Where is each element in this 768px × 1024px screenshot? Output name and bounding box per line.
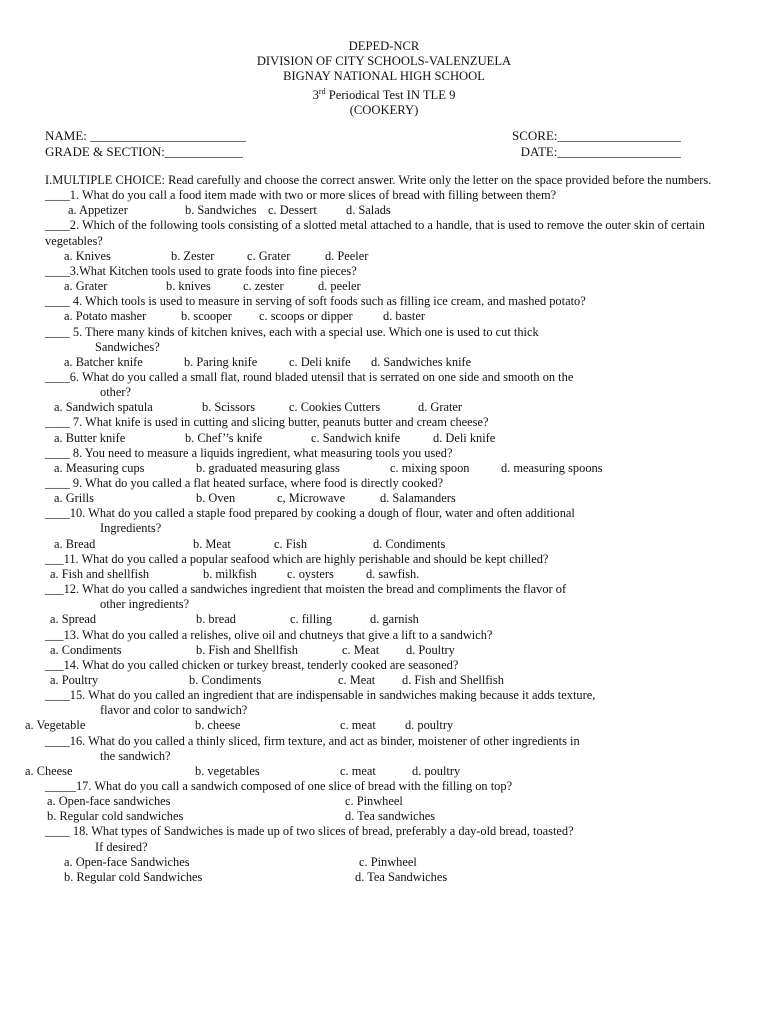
choice-1c: c. Dessert [268, 203, 317, 218]
choice-8a: a. Measuring cups [54, 460, 145, 475]
choice-17b: b. Regular cold sandwiches [47, 809, 184, 824]
choice-14b: b. Condiments [189, 672, 262, 687]
question-9: ____ 9. What do you called a flat heated surface, where food is directly cooked? [45, 476, 444, 490]
choices-18b [45, 870, 735, 885]
choice-3d: d. peeler [318, 279, 361, 294]
question-15: ____15. What do you called an ingredient that are indispensable in sandwiches making because it adds texture, [45, 688, 596, 703]
choices-11 [45, 567, 735, 582]
document-header [0, 39, 768, 118]
question-10-cont: Ingredients? [100, 521, 162, 536]
choices-8 [45, 461, 735, 476]
header-school: BIGNAY NATIONAL HIGH SCHOOL [283, 69, 485, 83]
choice-10c: c. Fish [274, 536, 308, 551]
instructions: I.MULTIPLE CHOICE: Read carefully and choose the correct answer. Write only the letter on the space provided before the numbers. [45, 173, 712, 187]
choice-3b: b. knives [166, 279, 211, 294]
question-14: ___14. What do you called chicken or turkey breast, tenderly cooked are seasoned? [45, 657, 459, 672]
choice-18b: b. Regular cold Sandwiches [64, 869, 203, 884]
choice-15b: b. cheese [195, 718, 241, 733]
question-18-cont: If desired? [95, 839, 148, 854]
choice-9a: a. Grills [54, 491, 94, 506]
grade-section-field[interactable]: GRADE & SECTION:____________ [45, 144, 243, 159]
choice-5d: d. Sandwiches knife [371, 354, 472, 369]
choice-1d: d. Salads [346, 203, 391, 218]
choice-8c: c. mixing spoon [390, 460, 470, 475]
choice-4d: d. baster [383, 309, 425, 324]
choices-12 [45, 612, 735, 627]
name-field[interactable]: NAME: ________________________ [45, 128, 247, 143]
question-6: ____6. What do you called a small flat, round bladed utensil that is serrated on one side and smooth on the [45, 369, 574, 384]
choices-10 [45, 537, 735, 552]
choice-18c: c. Pinwheel [359, 854, 417, 869]
choice-7c: c. Sandwich knife [311, 430, 401, 445]
choice-10b: b. Meat [193, 536, 231, 551]
choices-1 [45, 203, 735, 218]
choice-11c: c. oysters [287, 566, 334, 581]
choice-6d: d. Grater [418, 400, 463, 415]
choice-9b: b. Oven [196, 491, 236, 506]
choices-17b [45, 809, 735, 824]
question-7: ____ 7. What knife is used in cutting and slicing butter, peanuts butter and cream cheese? [45, 415, 489, 430]
choice-1b: b. Sandwiches [185, 203, 257, 218]
choices-18a [45, 855, 735, 870]
choice-1a: a. Appetizer [68, 203, 128, 218]
question-3: ____3.What Kitchen tools used to grate foods into fine pieces? [45, 263, 357, 278]
question-18: ____ 18. What types of Sandwiches is made up of two slices of bread, preferably a day-old bread, toasted? [45, 824, 574, 839]
choice-12b: b. bread [196, 612, 236, 627]
choice-14a: a. Poultry [50, 672, 99, 687]
choice-4c: c. scoops or dipper [259, 309, 353, 324]
choice-8d: d. measuring spoons [501, 460, 603, 475]
choice-16b: b. vegetables [195, 763, 260, 778]
choice-11d: d. sawfish. [366, 566, 420, 581]
question-15-cont: flavor and color to sandwich? [100, 703, 248, 718]
choice-10d: d. Condiments [373, 536, 446, 551]
choice-9c: c, Microwave [277, 491, 346, 506]
question-6-cont: other? [100, 385, 131, 400]
header-course: (COOKERY) [349, 103, 419, 118]
question-1: ____1. What do you call a food item made with two or more slices of bread with filling between them? [45, 188, 557, 203]
student-fields [45, 128, 685, 160]
choice-2d: d. Peeler [325, 248, 369, 263]
choice-2b: b. Zester [171, 248, 215, 263]
choice-3a: a. Grater [64, 279, 108, 294]
choice-6a: a. Sandwich spatula [54, 400, 153, 415]
choice-12c: c. filling [290, 612, 332, 627]
choice-13c: c. Meat [342, 642, 380, 657]
choices-7 [45, 431, 735, 446]
choices-6 [45, 400, 735, 415]
question-16: ____16. What do you called a thinly sliced, firm texture, and act as binder, moistener of other ingredients in [45, 733, 580, 748]
choice-16a: a. Cheese [25, 763, 73, 778]
question-12-cont: other ingredients? [100, 597, 190, 612]
question-10: ____10. What do you called a staple food prepared by cooking a dough of flour, water and often additional [45, 506, 575, 521]
score-field[interactable]: SCORE:___________________ [511, 128, 681, 143]
choice-13d: d. Poultry [406, 642, 455, 657]
choice-5c: c. Deli knife [289, 354, 351, 369]
header-division: DIVISION OF CITY SCHOOLS-VALENZUELA [256, 54, 512, 68]
choice-2a: a. Knives [64, 248, 111, 263]
question-5-cont: Sandwiches? [95, 339, 160, 354]
choice-15c: c. meat [340, 718, 376, 733]
choice-17a: a. Open-face sandwiches [47, 794, 171, 809]
header-region: DEPED-NCR [348, 39, 420, 53]
choices-16 [25, 763, 735, 779]
choices-15 [25, 718, 735, 733]
choice-6b: b. Scissors [202, 400, 256, 415]
date-field[interactable]: DATE:___________________ [520, 144, 681, 159]
choice-11a: a. Fish and shellfish [50, 566, 150, 581]
choice-4a: a. Potato masher [64, 309, 147, 324]
choice-18a: a. Open-face Sandwiches [64, 854, 190, 869]
question-17: _____17. What do you call a sandwich composed of one slice of bread with the filling on top? [45, 779, 513, 793]
choices-17a [45, 794, 735, 809]
header-test-title [0, 84, 768, 103]
question-16-cont: the sandwich? [100, 748, 171, 763]
choice-7a: a. Butter knife [54, 430, 126, 445]
choices-14 [45, 673, 735, 688]
header-test-number: 3 [312, 88, 319, 103]
choice-10a: a. Bread [54, 536, 96, 551]
choice-12a: a. Spread [50, 612, 97, 627]
header-test-subject: Periodical Test IN TLE 9 [325, 88, 456, 103]
choice-12d: d. garnish [370, 612, 419, 627]
choice-16d: d. poultry [412, 763, 461, 778]
question-12: ___12. What do you called a sandwiches ingredient that moisten the bread and compliments the flavor of [45, 582, 567, 597]
choice-18d: d. Tea Sandwiches [355, 869, 448, 884]
choice-16c: c. meat [340, 763, 376, 778]
question-13: ___13. What do you called a relishes, olive oil and chutneys that give a lift to a sandwich? [45, 627, 493, 642]
choices-5 [45, 355, 735, 370]
choices-13 [45, 643, 735, 658]
choice-7d: d. Deli knife [433, 430, 496, 445]
question-2: ____2. Which of the following tools consisting of a slotted metal attached to a handle, that is used to remove the outer skin of certain vegetables? [45, 218, 705, 248]
choices-4 [45, 309, 735, 324]
choice-2c: c. Grater [247, 248, 291, 263]
choice-13b: b. Fish and Shellfish [196, 642, 298, 657]
question-list [25, 173, 735, 885]
choice-14c: c. Meat [338, 672, 376, 687]
question-11: ___11. What do you called a popular seafood which are highly perishable and should be kept chilled? [45, 551, 549, 566]
choice-4b: b. scooper [181, 309, 232, 324]
choice-6c: c. Cookies Cutters [289, 400, 381, 415]
choice-13a: a. Condiments [50, 642, 122, 657]
choice-3c: c. zester [243, 279, 284, 294]
choice-15a: a. Vegetable [25, 718, 86, 733]
choice-17d: d. Tea sandwiches [345, 809, 436, 824]
choice-11b: b. milkfish [203, 566, 257, 581]
choice-15d: d. poultry [405, 718, 454, 733]
choices-2 [45, 249, 735, 264]
choice-14d: d. Fish and Shellfish [402, 672, 504, 687]
choices-9 [45, 491, 735, 506]
choices-3 [45, 279, 735, 294]
choice-17c: c. Pinwheel [345, 794, 403, 809]
question-8: ____ 8. You need to measure a liquids ingredient, what measuring tools you used? [45, 445, 453, 460]
question-4: ____ 4. Which tools is used to measure in serving of soft foods such as filling ice cream, and mashed potato? [45, 294, 586, 309]
choice-5a: a. Batcher knife [64, 354, 143, 369]
choice-8b: b. graduated measuring glass [196, 460, 340, 475]
choice-5b: b. Paring knife [184, 354, 258, 369]
choice-7b: b. Chef’’s knife [185, 430, 263, 445]
choice-9d: d. Salamanders [380, 491, 456, 506]
header-test-ordinal: rd [318, 87, 326, 96]
question-5: ____ 5. There many kinds of kitchen knives, each with a special use. Which one is used to cut thick [45, 324, 539, 339]
